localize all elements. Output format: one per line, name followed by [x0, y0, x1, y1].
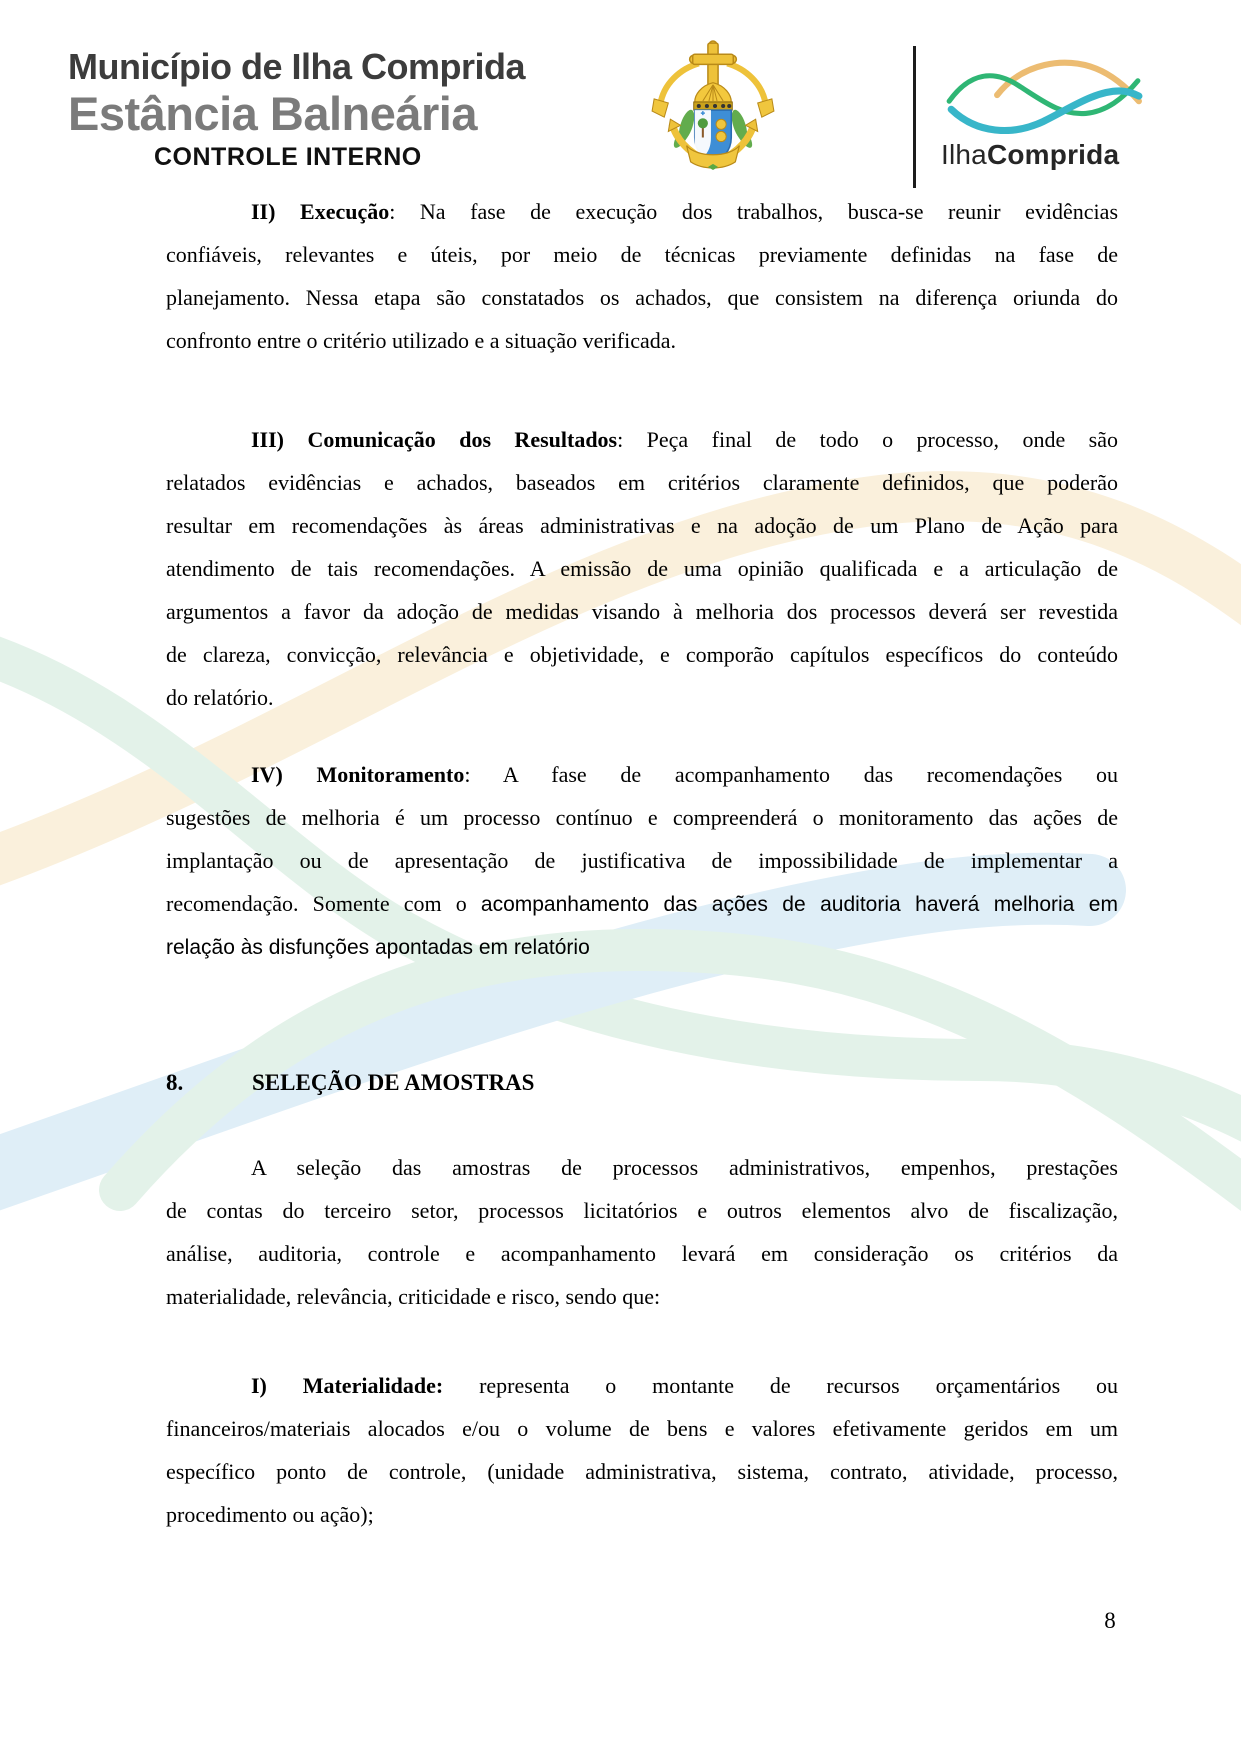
text-line: de contas do terceiro setor, processos licitatórios e outros elementos alvo de fiscalização, [166, 1198, 1118, 1223]
page-number: 8 [1104, 1608, 1116, 1633]
text-line: planejamento. Nessa etapa são constatados os achados, que consistem na diferença oriunda do [166, 285, 1118, 310]
department-label: CONTROLE INTERNO [154, 143, 422, 171]
ilha-comprida-logo [941, 50, 1145, 171]
paragraph [166, 1146, 1118, 1318]
text-line: resultar em recomendações às áreas administrativas e na adoção de um Plano de Ação para [166, 513, 1118, 538]
text-line: materialidade, relevância, criticidade e risco, sendo que: [166, 1284, 661, 1309]
brand-word-regular: Ilha [941, 139, 987, 170]
text-line: específico ponto de controle, (unidade administrativa, sistema, contrato, atividade, processo, [166, 1459, 1118, 1484]
text-line: procedimento ou ação); [166, 1502, 374, 1527]
text-line: de clareza, convicção, relevância e objetividade, e comporão capítulos específicos do conteúdo [166, 642, 1118, 667]
text-line: sugestões de melhoria é um processo contínuo e compreenderá o monitoramento das ações de [166, 805, 1118, 830]
paragraph [166, 1364, 1118, 1536]
header-titles [68, 46, 525, 171]
text-line: implantação ou de apresentação de justificativa de impossibilidade de implementar a [166, 848, 1118, 873]
wave-logo-icon [941, 50, 1145, 134]
text-line: relação às disfunções apontadas em relatório [166, 936, 590, 959]
text-line: III) Comunicação dos Resultados: Peça final de todo o processo, onde são [251, 427, 1118, 452]
brand-wordmark [941, 139, 1145, 171]
text-line: análise, auditoria, controle e acompanhamento levará em consideração os critérios da [166, 1241, 1118, 1266]
text-line: confiáveis, relevantes e úteis, por meio de técnicas previamente definidas na fase de [166, 242, 1118, 267]
section-title: SELEÇÃO DE AMOSTRAS [252, 1070, 535, 1095]
text-line: II) Execução: Na fase de execução dos trabalhos, busca-se reunir evidências [251, 199, 1118, 224]
section-heading [166, 1061, 1118, 1104]
text-line: confronto entre o critério utilizado e a situação verificada. [166, 328, 677, 353]
paragraph [166, 190, 1118, 362]
text-line: atendimento de tais recomendações. A emissão de uma opinião qualificada e a articulação de [166, 556, 1118, 581]
text-line: IV) Monitoramento: A fase de acompanhamento das recomendações ou [251, 762, 1118, 787]
paragraph [166, 753, 1118, 968]
text-line: do relatório. [166, 685, 274, 710]
region-subtitle: Estância Balneária [68, 87, 477, 140]
municipal-coat-of-arms-icon [650, 38, 776, 170]
header-divider [913, 46, 916, 188]
text-line: financeiros/materiais alocados e/ou o volume de bens e valores efetivamente geridos em um [166, 1416, 1118, 1441]
text-line: recomendação. Somente com o acompanhamento das ações de auditoria haverá melhoria em [166, 891, 1118, 916]
municipality-title: Município de Ilha Comprida [68, 46, 526, 87]
text-line: A seleção das amostras de processos administrativos, empenhos, prestações [251, 1155, 1118, 1180]
text-line: relatados evidências e achados, baseados em critérios claramente definidos, que poderão [166, 470, 1118, 495]
document-body [166, 190, 1118, 1536]
paragraph [166, 418, 1118, 719]
text-line: I) Materialidade: representa o montante de recursos orçamentários ou [251, 1373, 1119, 1398]
brand-word-bold: Comprida [986, 139, 1120, 170]
section-number: 8. [166, 1070, 184, 1095]
text-line: argumentos a favor da adoção de medidas visando à melhoria dos processos deverá ser revestida [166, 599, 1118, 624]
